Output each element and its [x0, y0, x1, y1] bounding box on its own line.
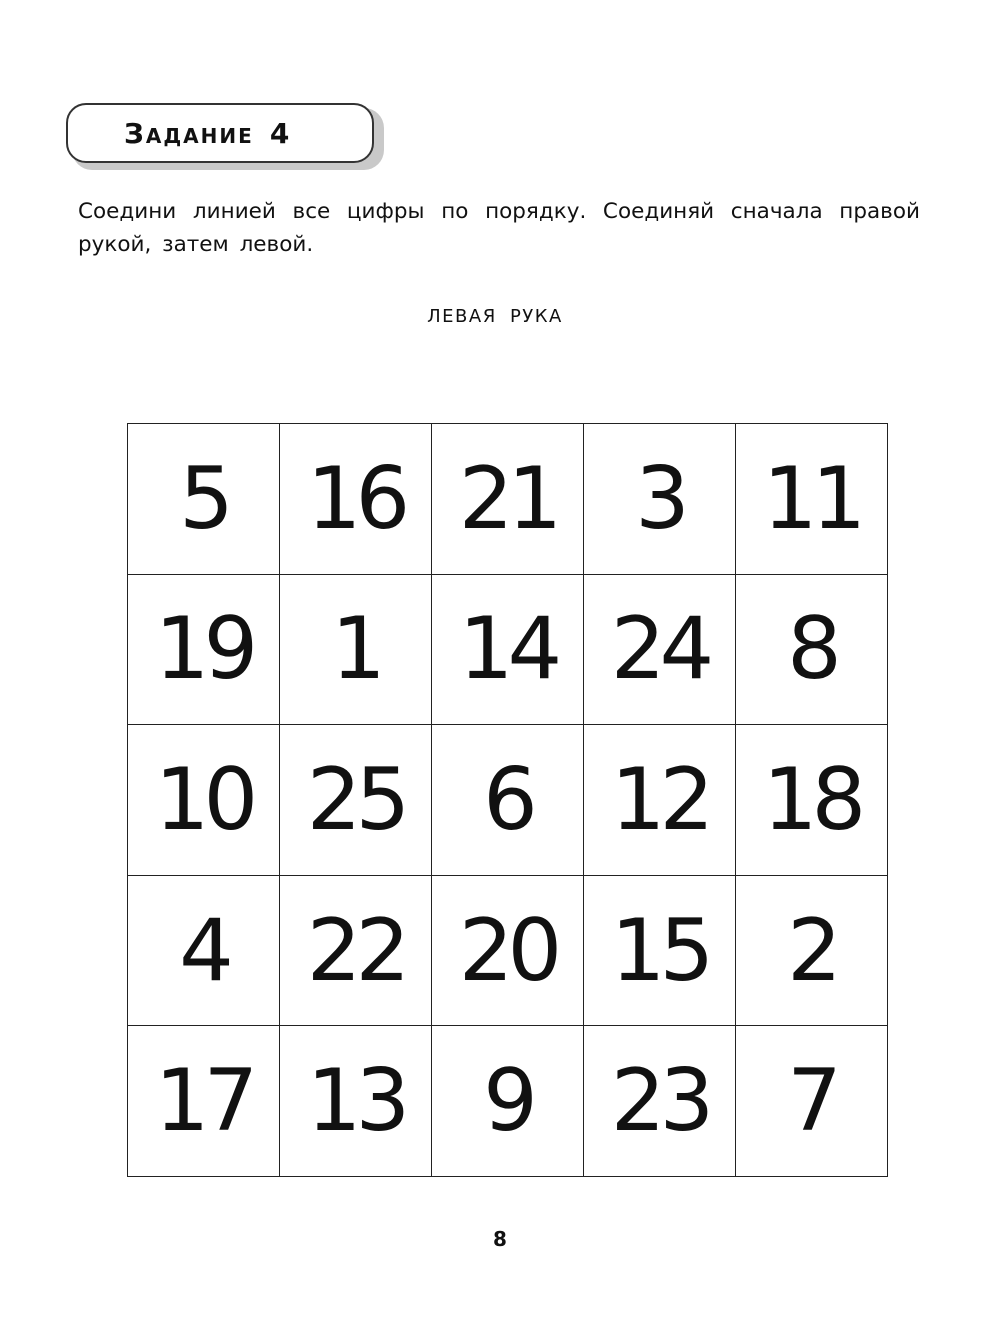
grid-cell[interactable]: 19 [128, 574, 280, 725]
task-number: 4 [269, 116, 290, 150]
grid-cell[interactable]: 20 [432, 875, 584, 1026]
task-title: Задание [124, 116, 254, 150]
grid-cell[interactable]: 4 [128, 875, 280, 1026]
grid-cell[interactable]: 16 [280, 424, 432, 575]
grid-cell[interactable]: 11 [736, 424, 888, 575]
grid-cell[interactable]: 23 [584, 1026, 736, 1177]
grid-cell[interactable]: 9 [432, 1026, 584, 1177]
grid-cell[interactable]: 5 [128, 424, 280, 575]
task-badge [66, 103, 374, 163]
grid-cell[interactable]: 7 [736, 1026, 888, 1177]
grid-cell[interactable]: 13 [280, 1026, 432, 1177]
hand-label: ЛЕВАЯ РУКА [427, 306, 563, 327]
grid-cell[interactable]: 15 [584, 875, 736, 1026]
grid-row [128, 1026, 888, 1177]
grid-cell[interactable]: 3 [584, 424, 736, 575]
grid-cell[interactable]: 25 [280, 725, 432, 876]
grid-cell[interactable]: 12 [584, 725, 736, 876]
grid-cell[interactable]: 24 [584, 574, 736, 725]
grid-cell[interactable]: 18 [736, 725, 888, 876]
grid-row [128, 875, 888, 1026]
grid-row [128, 725, 888, 876]
grid-cell[interactable]: 22 [280, 875, 432, 1026]
grid-cell[interactable]: 8 [736, 574, 888, 725]
grid-cell[interactable]: 10 [128, 725, 280, 876]
number-grid [127, 423, 888, 1177]
instruction-text: Соедини линией все цифры по порядку. Соединяй сначала правой рукой, затем левой. [78, 199, 920, 257]
grid-cell[interactable]: 6 [432, 725, 584, 876]
grid-row [128, 424, 888, 575]
grid-cell[interactable]: 14 [432, 574, 584, 725]
grid-cell[interactable]: 17 [128, 1026, 280, 1177]
grid-row [128, 574, 888, 725]
grid-cell[interactable]: 21 [432, 424, 584, 575]
page-number: 8 [493, 1227, 507, 1251]
grid-cell[interactable]: 1 [280, 574, 432, 725]
grid-cell[interactable]: 2 [736, 875, 888, 1026]
